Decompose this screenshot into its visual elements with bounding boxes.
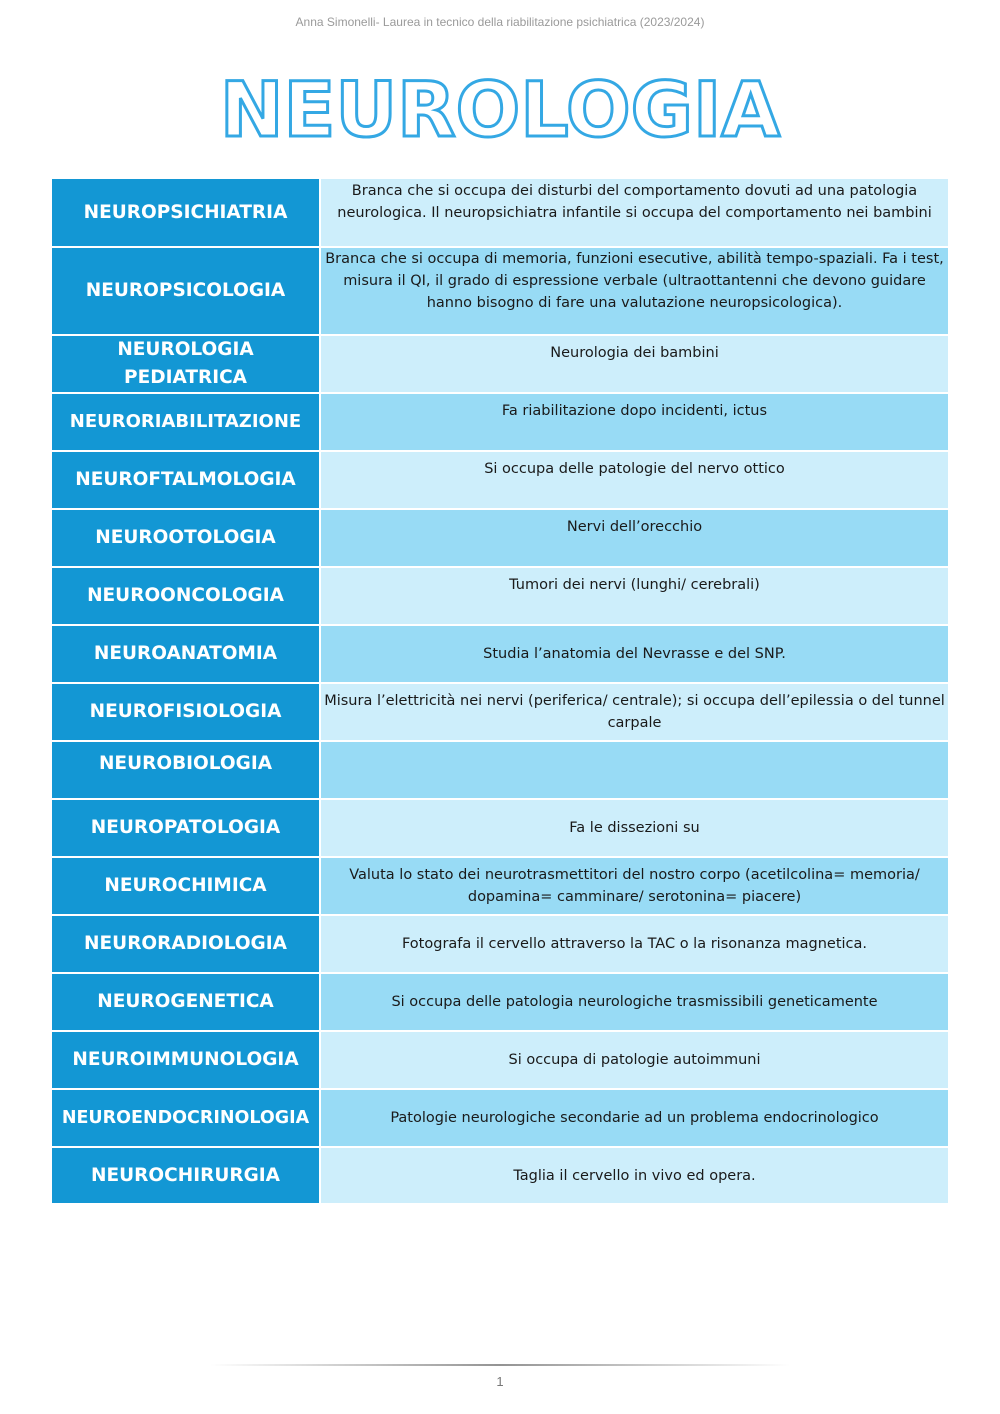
table-row <box>52 451 948 509</box>
branch-description: Branca che si occupa di memoria, funzioni esecutive, abilità tempo-spaziali. Fa i test, misura il QI, il grado di espressione verbale (ultraottantenni che devono guidare hanno bisogno di fare una valutazione neuropsicologica). <box>320 247 948 335</box>
branch-description: Misura l’elettricità nei nervi (periferica/ centrale); si occupa dell’epilessia o del tunnel carpale <box>320 683 948 741</box>
branch-description: Si occupa di patologie autoimmuni <box>320 1031 948 1089</box>
table-row <box>52 179 948 247</box>
branch-description: Studia l’anatomia del Nevrasse e del SNP. <box>320 625 948 683</box>
table-row <box>52 973 948 1031</box>
table-row <box>52 567 948 625</box>
footer-divider <box>210 1364 790 1366</box>
branch-description: Patologie neurologiche secondarie ad un problema endocrinologico <box>320 1089 948 1147</box>
table-row <box>52 247 948 335</box>
table-row <box>52 393 948 451</box>
branch-description: Nervi dell’orecchio <box>320 509 948 567</box>
table-row <box>52 1031 948 1089</box>
branch-term: NEUROCHIMICA <box>52 857 320 915</box>
table-row <box>52 741 948 799</box>
branch-term: NEUROLOGIA PEDIATRICA <box>52 335 320 393</box>
table-row <box>52 799 948 857</box>
branch-description: Fa riabilitazione dopo incidenti, ictus <box>320 393 948 451</box>
branch-description <box>320 741 948 799</box>
branch-term: NEUROPSICOLOGIA <box>52 247 320 335</box>
branch-description: Si occupa delle patologie del nervo ottico <box>320 451 948 509</box>
branch-term: NEUROFISIOLOGIA <box>52 683 320 741</box>
branch-description: Valuta lo stato dei neurotrasmettitori del nostro corpo (acetilcolina= memoria/ dopamina= camminare/ serotonina= piacere) <box>320 857 948 915</box>
branch-term: NEUROENDOCRINOLOGIA <box>52 1089 320 1147</box>
branch-description: Taglia il cervello in vivo ed opera. <box>320 1147 948 1204</box>
table-row <box>52 335 948 393</box>
table-row <box>52 1089 948 1147</box>
branch-term: NEUROFTALMOLOGIA <box>52 451 320 509</box>
page-title: NEUROLOGIA <box>219 65 781 154</box>
table-row <box>52 857 948 915</box>
branch-description: Fa le dissezioni su <box>320 799 948 857</box>
branch-description: Fotografa il cervello attraverso la TAC o la risonanza magnetica. <box>320 915 948 973</box>
page-number: 1 <box>496 1374 504 1389</box>
neurology-branches-table <box>52 179 948 1205</box>
table-row <box>52 625 948 683</box>
branch-description: Branca che si occupa dei disturbi del comportamento dovuti ad una patologia neurologica. Il neuropsichiatra infantile si occupa del comportamento nei bambini <box>320 179 948 247</box>
branch-term: NEUROOTOLOGIA <box>52 509 320 567</box>
branch-description: Tumori dei nervi (lunghi/ cerebrali) <box>320 567 948 625</box>
branch-term: NEUROANATOMIA <box>52 625 320 683</box>
table-row <box>52 683 948 741</box>
branch-term: NEUROBIOLOGIA <box>52 741 320 799</box>
branch-description: Neurologia dei bambini <box>320 335 948 393</box>
branch-term: NEUROIMMUNOLOGIA <box>52 1031 320 1089</box>
branch-term: NEURORIABILITAZIONE <box>52 393 320 451</box>
branch-term: NEUROGENETICA <box>52 973 320 1031</box>
table-row <box>52 509 948 567</box>
table-row <box>52 1147 948 1204</box>
branch-term: NEUROPATOLOGIA <box>52 799 320 857</box>
branch-description: Si occupa delle patologia neurologiche trasmissibili geneticamente <box>320 973 948 1031</box>
page-header: Anna Simonelli- Laurea in tecnico della riabilitazione psichiatrica (2023/2024) <box>295 15 705 29</box>
branch-term: NEUROONCOLOGIA <box>52 567 320 625</box>
branch-term: NEURORADIOLOGIA <box>52 915 320 973</box>
table-row <box>52 915 948 973</box>
branch-term: NEUROCHIRURGIA <box>52 1147 320 1204</box>
branch-term: NEUROPSICHIATRIA <box>52 179 320 247</box>
